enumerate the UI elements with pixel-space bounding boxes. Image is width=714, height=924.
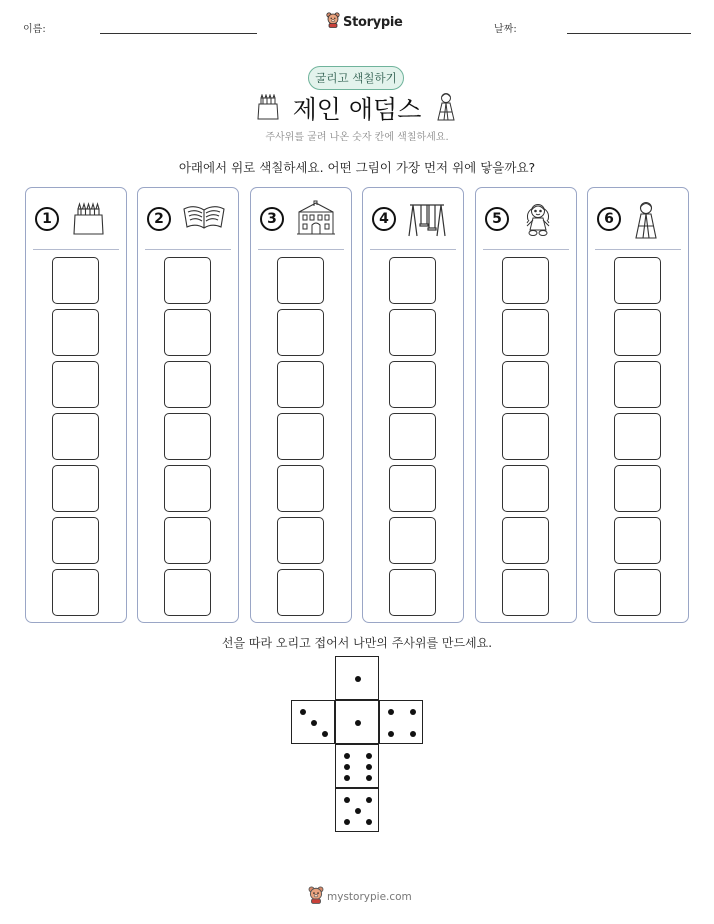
column-divider <box>145 249 231 250</box>
color-box[interactable] <box>277 465 324 512</box>
column-2 <box>137 187 239 623</box>
dice-face-4 <box>379 700 423 744</box>
color-box[interactable] <box>502 257 549 304</box>
color-box[interactable] <box>52 257 99 304</box>
column-header <box>26 188 126 250</box>
column-number: 2 <box>147 207 171 231</box>
color-box[interactable] <box>502 465 549 512</box>
dice-pip <box>366 764 372 770</box>
color-box[interactable] <box>614 517 661 564</box>
dice-pip <box>300 709 306 715</box>
bear-logo-icon <box>326 12 340 32</box>
dice-pip <box>366 819 372 825</box>
page-title: 제인 애덤스 <box>292 95 422 124</box>
column-divider <box>370 249 456 250</box>
dice-pip <box>355 720 361 726</box>
column-number: 3 <box>260 207 284 231</box>
color-box[interactable] <box>52 569 99 616</box>
color-box[interactable] <box>614 361 661 408</box>
activity-badge: 굴리고 색칠하기 <box>308 66 404 90</box>
peg-doll-icon <box>632 200 660 244</box>
column-number: 5 <box>485 207 509 231</box>
dice-pip <box>355 676 361 682</box>
column-number: 1 <box>35 207 59 231</box>
color-box[interactable] <box>502 517 549 564</box>
dice-pip <box>311 720 317 726</box>
color-box[interactable] <box>277 569 324 616</box>
color-box[interactable] <box>52 465 99 512</box>
hull-house-icon <box>295 200 337 240</box>
column-6 <box>587 187 689 623</box>
color-box[interactable] <box>614 309 661 356</box>
color-box[interactable] <box>164 517 211 564</box>
column-header <box>251 188 351 250</box>
dice-pip <box>344 775 350 781</box>
column-5 <box>475 187 577 623</box>
color-box[interactable] <box>502 309 549 356</box>
dice-pip <box>322 731 328 737</box>
column-number: 6 <box>597 207 621 231</box>
column-3 <box>250 187 352 623</box>
dice-pip <box>344 819 350 825</box>
bear-footer-icon <box>308 886 324 908</box>
dice-pip <box>366 797 372 803</box>
column-divider <box>258 249 344 250</box>
instruction: 아래에서 위로 색칠하세요. 어떤 그림이 가장 먼저 위에 닿을까요? <box>178 160 536 175</box>
color-box[interactable] <box>502 413 549 460</box>
color-box[interactable] <box>52 361 99 408</box>
dice-face-1 <box>335 656 379 700</box>
dice-pip <box>344 753 350 759</box>
color-box[interactable] <box>389 361 436 408</box>
color-box[interactable] <box>389 309 436 356</box>
swing-set-icon <box>407 200 447 242</box>
dice-face-3 <box>291 700 335 744</box>
dice-face-6 <box>335 744 379 788</box>
crayons-icon <box>70 200 106 240</box>
column-divider <box>595 249 681 250</box>
color-box[interactable] <box>502 361 549 408</box>
column-header <box>363 188 463 250</box>
dice-face-5 <box>335 788 379 832</box>
dice-pip <box>410 709 416 715</box>
subtitle: 주사위를 굴려 나온 숫자 칸에 색칠하세요. <box>265 132 449 143</box>
footer <box>308 886 412 908</box>
color-box[interactable] <box>389 569 436 616</box>
color-box[interactable] <box>277 517 324 564</box>
name-label: 이름: <box>23 24 46 35</box>
column-1 <box>25 187 127 623</box>
dice-pip <box>388 709 394 715</box>
color-box[interactable] <box>389 465 436 512</box>
dice-pip <box>344 797 350 803</box>
color-box[interactable] <box>277 361 324 408</box>
dice-pip <box>344 764 350 770</box>
color-box[interactable] <box>164 361 211 408</box>
color-box[interactable] <box>389 413 436 460</box>
doll-icon <box>520 200 556 242</box>
dice-pip <box>388 731 394 737</box>
column-header <box>138 188 238 250</box>
color-box[interactable] <box>502 569 549 616</box>
color-box[interactable] <box>614 465 661 512</box>
color-box[interactable] <box>277 309 324 356</box>
color-box[interactable] <box>389 517 436 564</box>
logo-text: Storypie <box>343 14 403 30</box>
storypie-logo <box>326 12 403 32</box>
dice-pip <box>366 753 372 759</box>
column-header <box>588 188 688 250</box>
footer-text: mystorypie.com <box>327 891 412 903</box>
color-box[interactable] <box>614 413 661 460</box>
column-divider <box>483 249 569 250</box>
color-box[interactable] <box>277 257 324 304</box>
color-box[interactable] <box>277 413 324 460</box>
color-box[interactable] <box>614 569 661 616</box>
column-4 <box>362 187 464 623</box>
color-box[interactable] <box>164 413 211 460</box>
color-box[interactable] <box>52 413 99 460</box>
column-header <box>476 188 576 250</box>
color-box[interactable] <box>164 257 211 304</box>
date-line <box>567 33 691 34</box>
column-number: 4 <box>372 207 396 231</box>
dice-face-1 <box>335 700 379 744</box>
color-box[interactable] <box>52 309 99 356</box>
color-box[interactable] <box>52 517 99 564</box>
net-caption: 선을 따라 오리고 접어서 나만의 주사위를 만드세요. <box>221 636 493 650</box>
peg-doll-title-icon <box>435 92 457 126</box>
dice-pip <box>410 731 416 737</box>
color-box[interactable] <box>164 309 211 356</box>
dice-pip <box>355 808 361 814</box>
open-book-icon <box>182 200 226 236</box>
column-divider <box>33 249 119 250</box>
color-box[interactable] <box>614 257 661 304</box>
date-label: 날짜: <box>494 24 517 35</box>
color-box[interactable] <box>164 465 211 512</box>
color-box[interactable] <box>389 257 436 304</box>
color-box[interactable] <box>164 569 211 616</box>
dice-pip <box>366 775 372 781</box>
name-line <box>100 33 257 34</box>
